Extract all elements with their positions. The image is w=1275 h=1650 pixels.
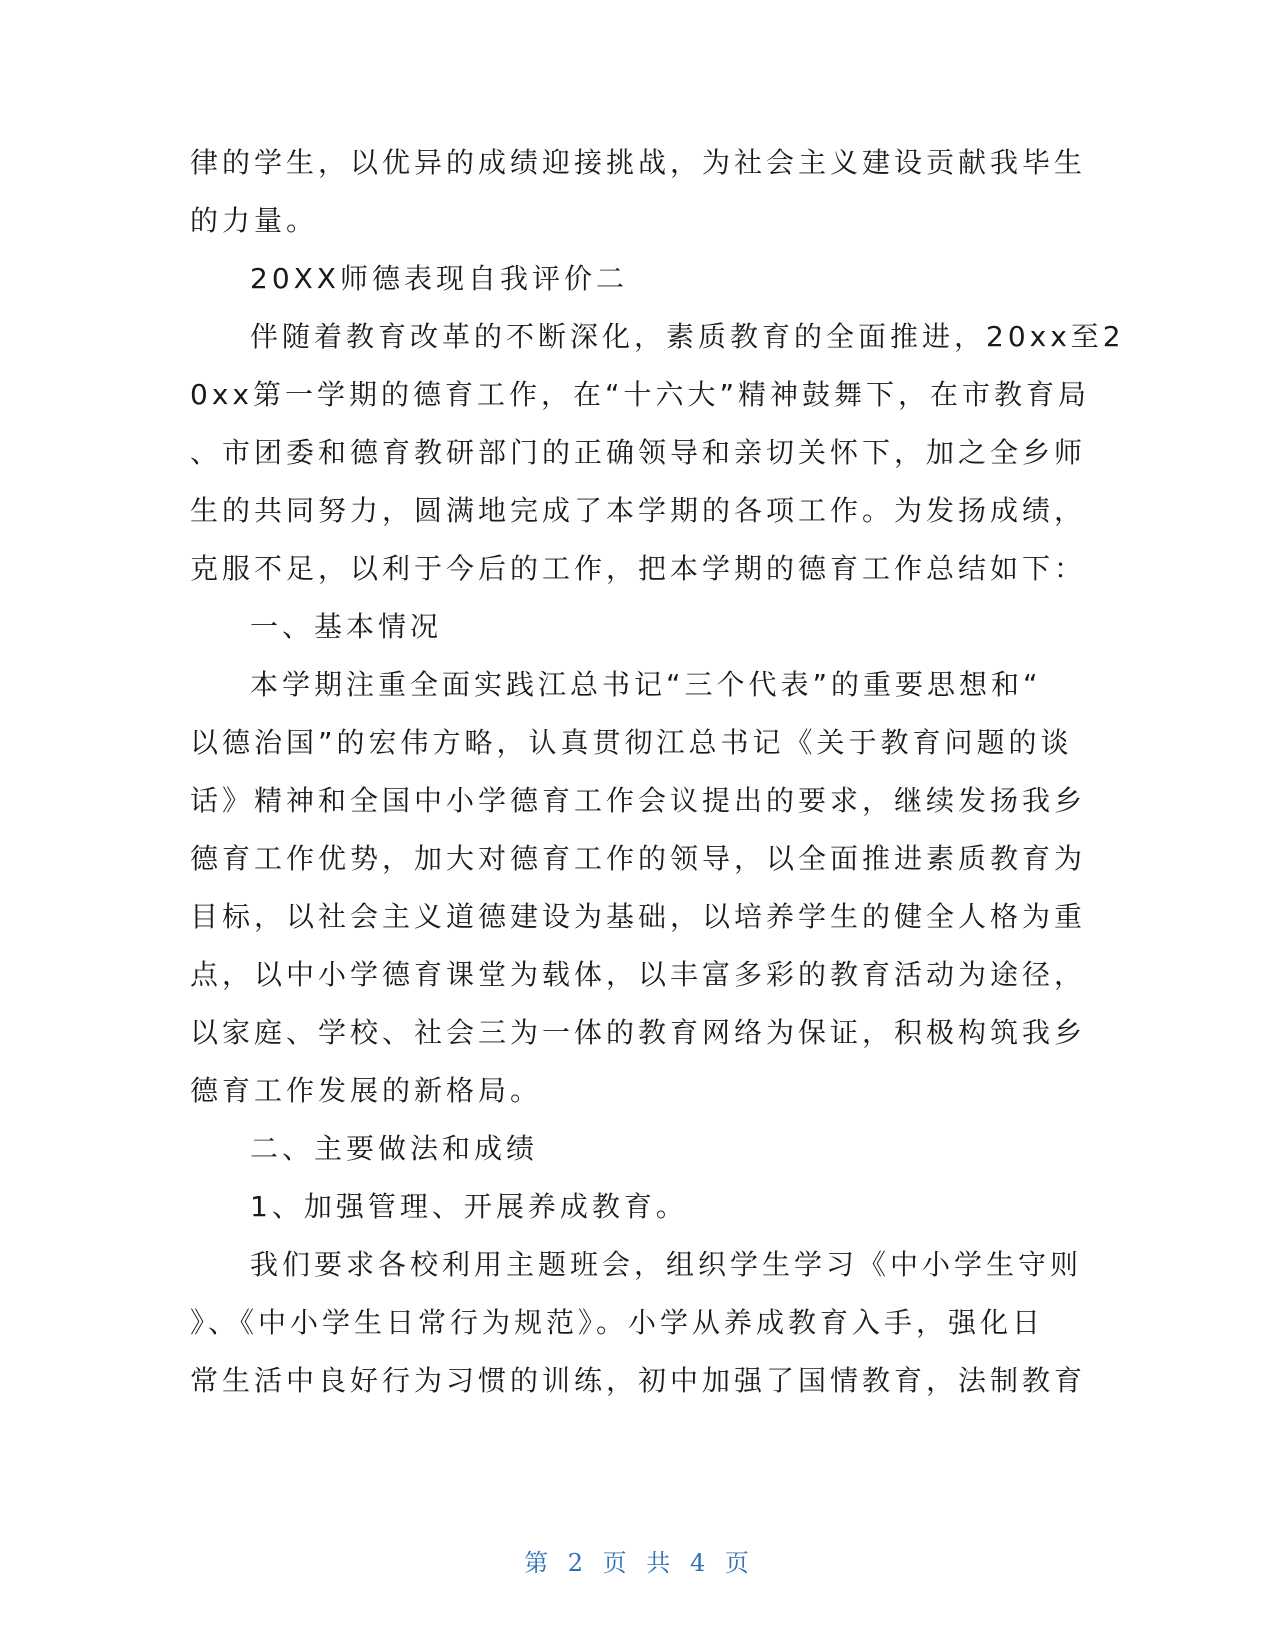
subsection-heading: 1、加强管理、开展养成教育。 [250, 1190, 688, 1223]
text-line: 我们要求各校利用主题班会，组织学生学习《中小学生守则 [250, 1248, 1083, 1281]
text-line: 目标，以社会主义道德建设为基础，以培养学生的健全人格为重 [190, 900, 1087, 933]
text-line: 点，以中小学德育课堂为载体，以丰富多彩的教育活动为途径， [190, 958, 1087, 991]
section-heading: 二、主要做法和成绩 [250, 1132, 539, 1165]
text-line: 的力量。 [190, 204, 319, 237]
text-line: 以德治国”的宏伟方略，认真贯彻江总书记《关于教育问题的谈 [190, 726, 1073, 759]
text-line: 》、《中小学生日常行为规范》。小学从养成教育入手，强化日 [190, 1306, 1045, 1339]
page-number-footer: 第 2 页 共 4 页 [524, 1549, 751, 1577]
text-line: 德育工作优势，加大对德育工作的领导，以全面推进素质教育为 [190, 842, 1087, 875]
text-line: 、市团委和德育教研部门的正确领导和亲切关怀下，加之全乡师 [190, 436, 1087, 469]
text-line: 以家庭、学校、社会三为一体的教育网络为保证，积极构筑我乡 [190, 1016, 1087, 1049]
text-line: 常生活中良好行为习惯的训练，初中加强了国情教育，法制教育 [190, 1364, 1087, 1397]
section-heading: 一、基本情况 [250, 610, 443, 643]
text-line: 本学期注重全面实践江总书记“三个代表”的重要思想和“ [250, 668, 1042, 701]
text-line: 律的学生，以优异的成绩迎接挑战，为社会主义建设贡献我毕生 [190, 146, 1087, 179]
text-line: 话》精神和全国中小学德育工作会议提出的要求，继续发扬我乡 [190, 784, 1087, 817]
text-line: 克服不足，以利于今后的工作，把本学期的德育工作总结如下： [190, 552, 1087, 585]
text-line: 伴随着教育改革的不断深化，素质教育的全面推进，20xx至2 [250, 320, 1125, 353]
text-line: 德育工作发展的新格局。 [190, 1074, 543, 1107]
text-line: 生的共同努力，圆满地完成了本学期的各项工作。为发扬成绩， [190, 494, 1087, 527]
section-heading: 20XX师德表现自我评价二 [250, 262, 628, 295]
text-line: 0xx第一学期的德育工作，在“十六大”精神鼓舞下，在市教育局 [190, 378, 1090, 411]
